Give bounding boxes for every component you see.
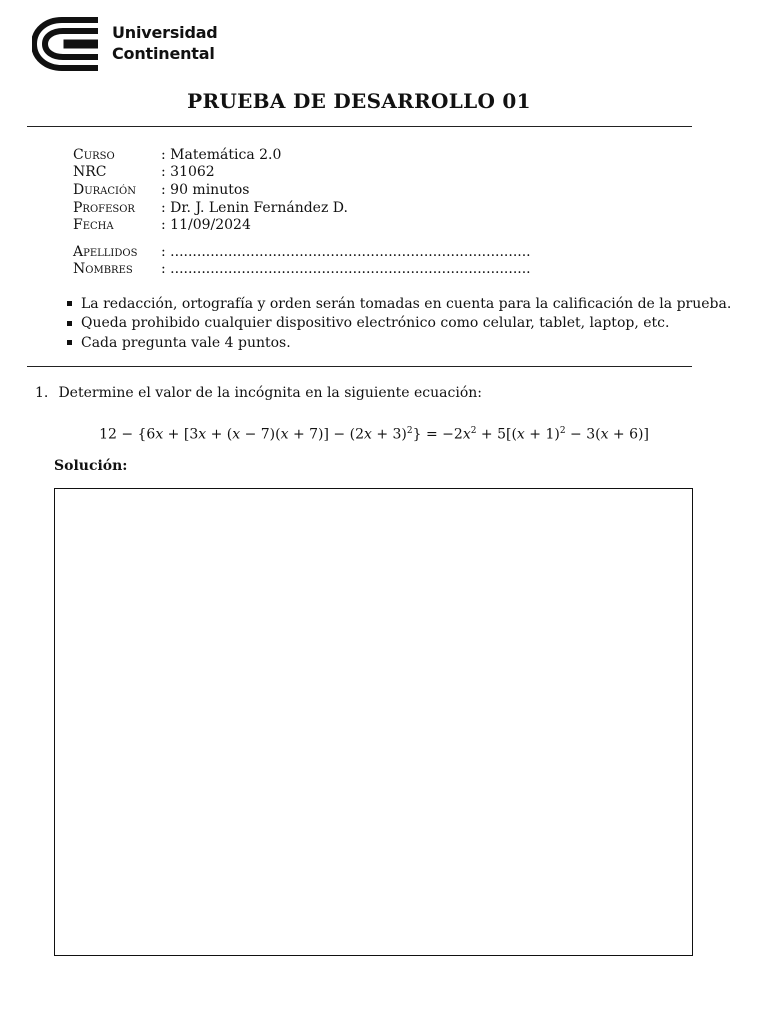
instructions-divider (27, 366, 692, 367)
answer-box[interactable] (54, 488, 693, 956)
info-row-duracion (73, 181, 531, 199)
solution-label: Solución: (54, 458, 128, 474)
bullet-icon (67, 340, 72, 345)
student-row-nombres (73, 261, 531, 279)
equation: $12 - \{6x + [3x + (x - 7)(x + 7)] - (2x + 3)^2\} = -2x^2 + 5[(x + 1)^2 - 3(x + 6)]$ (99, 426, 649, 443)
institution-name-line2: Continental (112, 44, 215, 63)
student-label: Nombres (73, 261, 133, 278)
page-title: PRUEBA DE DESARROLLO 01 (187, 89, 531, 113)
instruction-text: Queda prohibido cualquier dispositivo electrónico como celular, tablet, laptop, etc. (81, 315, 670, 332)
question-text: Determine el valor de la incógnita en la siguiente ecuación: (58, 385, 482, 401)
info-label: Fecha (73, 217, 114, 234)
info-row-curso (73, 146, 531, 164)
info-row-fecha (73, 216, 531, 234)
header-divider (27, 126, 692, 127)
instruction-text: La redacción, ortografía y orden serán tomadas en cuenta para la calificación de la prueba. (81, 295, 732, 312)
instruction-text: Cada pregunta vale 4 puntos. (81, 334, 291, 351)
info-label: Profesor (73, 199, 135, 216)
institution-name-line1: Universidad (112, 23, 218, 42)
info-label: Curso (73, 146, 115, 163)
info-value: : 31062 (161, 164, 215, 181)
university-logo (32, 16, 222, 72)
student-label: Apellidos (73, 243, 138, 260)
bullet-icon (67, 301, 72, 306)
list-item (67, 294, 731, 314)
info-row-profesor (73, 199, 531, 217)
student-fill-line[interactable]: : ................................................................................. (161, 243, 531, 260)
question-1 (35, 385, 482, 401)
info-value: : 11/09/2024 (161, 217, 251, 234)
info-value: : Matemática 2.0 (161, 146, 282, 163)
universidad-continental-logo-icon (32, 16, 102, 72)
student-fill-line[interactable]: : ................................................................................. (161, 261, 531, 278)
info-gap (73, 234, 531, 243)
info-row-nrc (73, 164, 531, 182)
course-info (73, 146, 531, 278)
info-value: : Dr. J. Lenin Fernández D. (161, 199, 348, 216)
list-item (67, 333, 731, 353)
list-item (67, 314, 731, 334)
info-value: : 90 minutos (161, 181, 250, 198)
institution-name (112, 22, 218, 64)
student-row-apellidos (73, 243, 531, 261)
info-label: NRC (73, 164, 107, 181)
bullet-icon (67, 321, 72, 326)
info-label: Duración (73, 181, 136, 198)
instructions-list (67, 294, 731, 353)
question-number: 1. (35, 385, 49, 401)
